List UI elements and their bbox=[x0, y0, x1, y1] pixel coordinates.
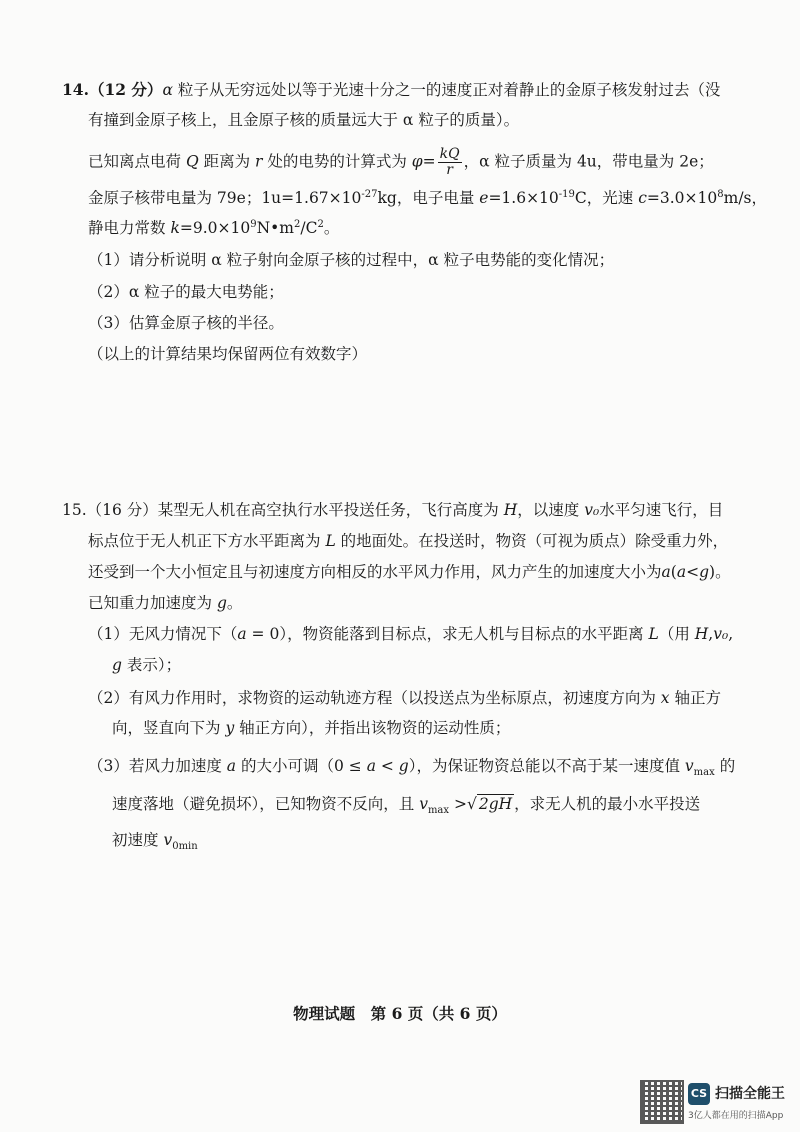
q14-line-1: 14.（12 分）α 粒子从无穷远处以等于光速十分之一的速度正对着静止的金原子核发射过去（没 bbox=[62, 80, 721, 99]
q15-part-1-line-1: （1）无风力情况下（a = 0），物资能落到目标点，求无人机与目标点的水平距离 L（用 H,v₀, bbox=[88, 625, 734, 643]
q14-note: （以上的计算结果均保留两位有效数字） bbox=[88, 345, 368, 363]
q15-part-3-line-3: 初速度 $v_{0min}$ bbox=[112, 831, 198, 853]
q14-line-2: 有撞到金原子核上，且金原子核的质量远大于 α 粒子的质量）。 bbox=[88, 111, 520, 129]
q15-part-2-line-1: （2）有风力作用时，求物资的运动轨迹方程（以投送点为坐标原点，初速度方向为 x 轴正方 bbox=[88, 689, 721, 707]
q15-part-2-line-2: 向，竖直向下为 y 轴正方向），并指出该物资的运动性质； bbox=[112, 719, 511, 737]
q15-line-4: 已知重力加速度为 g。 bbox=[88, 594, 243, 612]
q15-part-3-line-2: 速度落地（避免损坏），已知物资不反向，且 $v_{max}$ >√ 2gH ，求无人机的最小水平投送 bbox=[112, 792, 700, 816]
potential-formula-fraction: $\frac{kQ}{r}$ bbox=[439, 146, 460, 178]
q15-line-3: 还受到一个大小恒定且与初速度方向相反的水平风力作用，风力产生的加速度大小为a(a<g)。 bbox=[88, 563, 731, 581]
q15-line-1: 15.（16 分）某型无人机在高空执行水平投送任务，飞行高度为 H，以速度 v₀水平匀速飞行，目 bbox=[62, 501, 724, 519]
q14-part-2: （2）α 粒子的最大电势能； bbox=[88, 283, 284, 301]
q15-part-3-line-1: （3）若风力加速度 a 的大小可调（0 ≤ a < g），为保证物资总能以不高于某一速度值 $v_{max}$ 的 bbox=[88, 757, 736, 779]
watermark-tagline: 3亿人都在用的扫描App bbox=[688, 1111, 784, 1121]
q14-line-5: 静电力常数 $k=9.0\times 10^9N•m^2/C^2$。 bbox=[88, 218, 340, 237]
page-footer: 物理试题 第 6 页（共 6 页） bbox=[293, 1004, 507, 1023]
sqrt-expression: √ 2gH bbox=[466, 795, 513, 813]
q14-line-3: 已知离点电荷 Q 距离为 r 处的电势的计算式为 φ= $\frac{kQ}{r}$ ，α 粒子质量为 4u，带电量为 2e； bbox=[88, 146, 714, 178]
q15-part-1-line-2: g 表示）； bbox=[112, 656, 182, 674]
q14-part-3: （3）估算金原子核的半径。 bbox=[88, 314, 284, 332]
watermark-brand: 扫描全能王 bbox=[715, 1086, 785, 1102]
q14-part-1: （1）请分析说明 α 粒子射向金原子核的过程中，α 粒子电势能的变化情况； bbox=[88, 251, 615, 269]
camscanner-logo-icon: CS bbox=[688, 1083, 710, 1105]
q15-line-2: 标点位于无人机正下方水平距离为 L 的地面处。在投送时，物资（可视为质点）除受重力外， bbox=[88, 532, 729, 550]
q14-line-4: 金原子核带电量为 79e；$1u=1.67\times 10^{-27}kg$，电子电量 $e=1.6\times 10^{-19}C$，光速 $c=3.0\times 10^8m/s$， bbox=[88, 188, 767, 207]
qr-code-icon bbox=[640, 1080, 684, 1124]
